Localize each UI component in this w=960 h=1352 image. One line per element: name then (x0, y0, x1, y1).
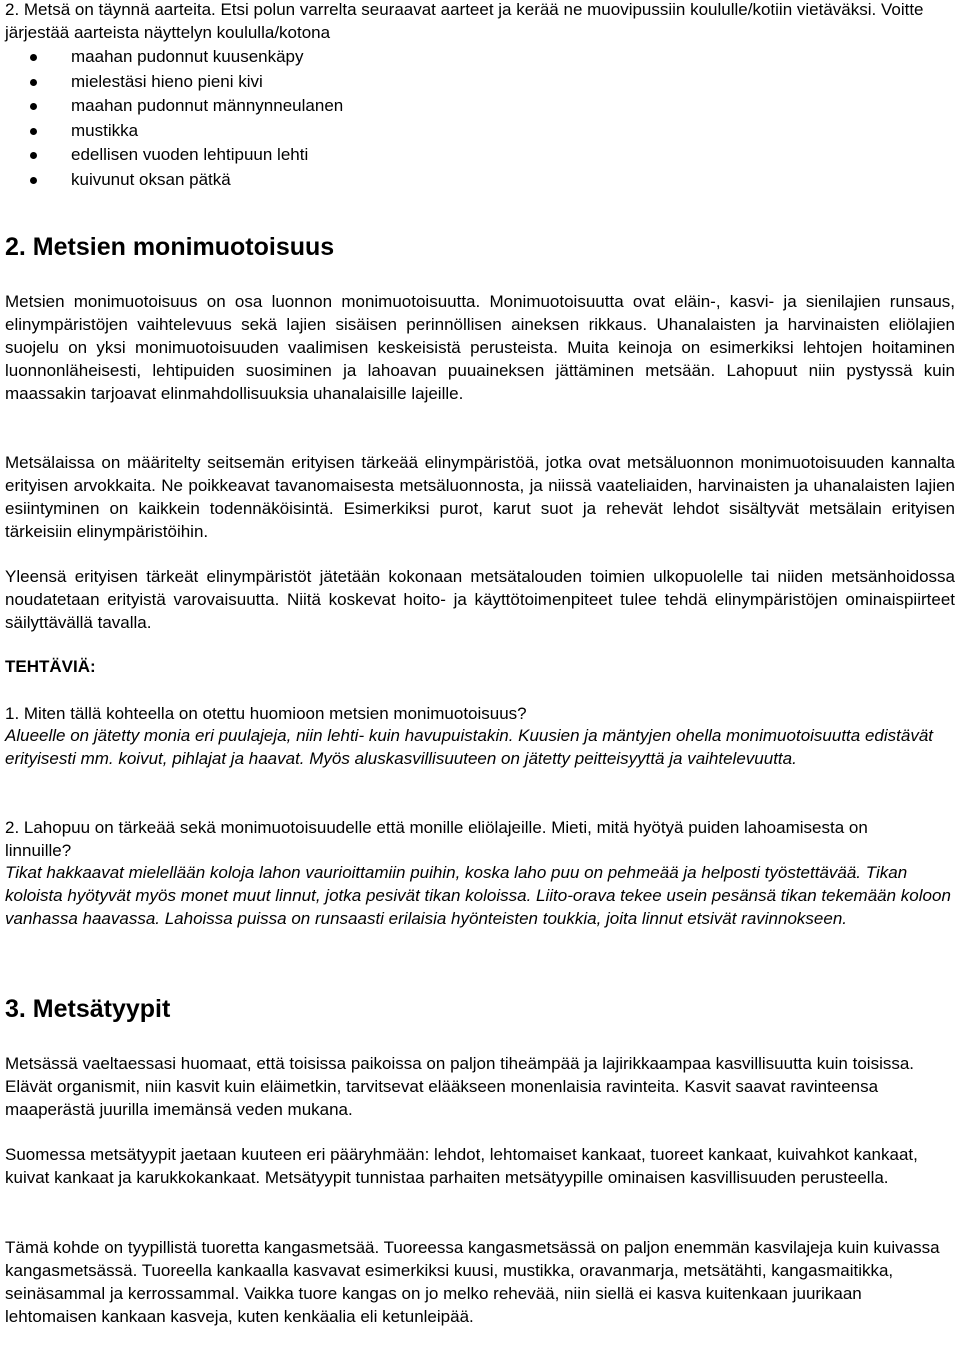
list-item-label: maahan pudonnut kuusenkäpy (71, 47, 304, 66)
treasure-list (5, 45, 343, 193)
bullet-icon (30, 79, 37, 86)
answer-1-text: Alueelle on jätetty monia eri puulajeja, niin lehti- kuin havupuistakin. Kuusien ja mäntyjen ohella monimuotoisuutta edistävät erityisesti mm. koivut, pihlajat ja haavat. Myös aluskasvillisuuteen on jätetty peitteisyyttä ja vaihtelevuutta. (5, 726, 933, 768)
question-2: 2. Lahopuu on tärkeää sekä monimuotoisuudelle että monille eliölajeille. Mieti, mitä hyötyä puiden lahoamisesta on linnuille? (5, 818, 868, 860)
list-item (5, 45, 343, 70)
list-item (5, 94, 343, 119)
list-item-label: maahan pudonnut männynneulanen (71, 96, 344, 116)
list-item (5, 70, 343, 95)
bullet-icon (30, 54, 37, 61)
question-1: 1. Miten tällä kohteella on otettu huomioon metsien monimuotoisuus? (5, 704, 527, 723)
bullet-icon (30, 128, 37, 135)
bullet-icon (30, 177, 37, 184)
list-item (5, 119, 343, 144)
list-item (5, 143, 343, 168)
diversity-paragraph-3: Yleensä erityisen tärkeät elinympäristöt jätetään kokonaan metsätalouden toimien ulkopuolelle tai niiden metsänhoidossa noudatetaan erityistä varovaisuutta. Niitä koskevat hoito- ja käyttötoimenpiteet tulee tehdä elinympäristöjen ominaispiirteet säilyttävällä tavalla. (5, 567, 955, 632)
list-item (5, 168, 343, 193)
bullet-icon (30, 152, 37, 159)
list-item-label: kuivunut oksan pätkä (71, 169, 231, 189)
section-heading-diversity: 2. Metsien monimuotoisuus (5, 233, 335, 261)
bullet-icon (30, 103, 37, 110)
forest-types-paragraph-1: Metsässä vaeltaessasi huomaat, että toisissa paikoissa on paljon tiheämpää ja lajirikkaampaa kasvillisuutta kuin toisissa. Elävät organismit, niin kasvit kuin eläimetkin, tarvitsevat elääkseen monenlaisia ravinteita. Kasvit saavat ravinteensa maaperästä juurilla imemänsä veden mukana. (5, 1054, 915, 1119)
answer-2 (5, 861, 955, 930)
list-item-label: mielestäsi hieno pieni kivi (71, 71, 263, 91)
tasks-heading: TEHTÄVIÄ: (5, 657, 96, 676)
answer-2-text: Tikat hakkaavat mielellään koloja lahon vaurioittamiin puihin, koska laho puu on pehmeää ja helposti työstettävää. Tikan koloista hyötyvät myös monet muut linnut, jotka pesivät tikan koloissa. Liito-orava tekee usein pesänsä tikan tekemään koloon vanhassa haavassa. Lahoissa puissa on runsaasti erilaisia hyönteisten toukkia, joita linnut etsivät ravinnokseen. (5, 863, 951, 928)
list-item-label: mustikka (71, 120, 139, 140)
diversity-paragraph-1: Metsien monimuotoisuus on osa luonnon monimuotoisuutta. Monimuotoisuutta ovat eläin-, kasvi- ja sienilajien runsaus, elinympäristöjen vaihtelevuus sekä lajien sisäisen perinnöllisen aineksen rikkaus. Uhanalaisten ja harvinaisten eliölajien suojelu on yksi monimuotoisuuden vaalimisen keskeisistä perusteista. Muita keinoja on esimerkiksi lehtojen hoitaminen luonnonläheisesti, lehtipuiden suosiminen ja lahoavan puuaineksen jättäminen metsään. Lahopuut niin pystyssä kuin maassakin tarjoavat elinmahdollisuuksia uhanalaisille lajeille. (5, 292, 955, 403)
answer-1 (5, 724, 955, 770)
section-heading-forest-types: 3. Metsätyypit (5, 995, 171, 1023)
list-item-label: edellisen vuoden lehtipuun lehti (71, 145, 309, 165)
forest-types-paragraph-2: Suomessa metsätyypit jaetaan kuuteen eri pääryhmään: lehdot, lehtomaiset kankaat, tuoreet kankaat, kuivahkot kankaat, kuivat kankaat ja karukkokankaat. Metsätyypit tunnistaa parhaiten metsätyypille ominaisen kasvillisuuden perusteella. (5, 1145, 918, 1187)
diversity-paragraph-2: Metsälaissa on määritelty seitsemän erityisen tärkeää elinympäristöä, jotka ovat metsäluonnon monimuotoisuuden kannalta erityisen arvokkaita. Ne poikkeavat tavanomaisesta metsäluonnosta, ja niissä vaateliaiden, harvinaisten ja uhanalaisten lajien esiintyminen on kaikkein todennäköisintä. Esimerkiksi purot, karut suot ja rehevät lehdot sisältyvät metsälain erityisen tärkeisiin elinympäristöihin. (5, 453, 955, 541)
forest-types-paragraph-3: Tämä kohde on tyypillistä tuoretta kangasmetsää. Tuoreessa kangasmetsässä on paljon enemmän kasvilajeja kuin kuivassa kangasmetsässä. Tuoreella kankaalla kasvavat esimerkiksi kuusi, mustikka, oravanmarja, metsätähti, kangasmaitikka, seinäsammal ja kerrossammal. Vaikka tuore kangas on jo melko rehevää, niin siellä ei kasva kuitenkaan juurikaan lehtomaisen kankaan kasveja, kuten kenkäalia eli ketunleipää. (5, 1238, 940, 1326)
intro-paragraph: 2. Metsä on täynnä aarteita. Etsi polun varrelta seuraavat aarteet ja kerää ne muovipussiin koululle/kotiin vietäväksi. Voitte järjestää aarteista näyttelyn koululla/kotona (5, 0, 924, 42)
